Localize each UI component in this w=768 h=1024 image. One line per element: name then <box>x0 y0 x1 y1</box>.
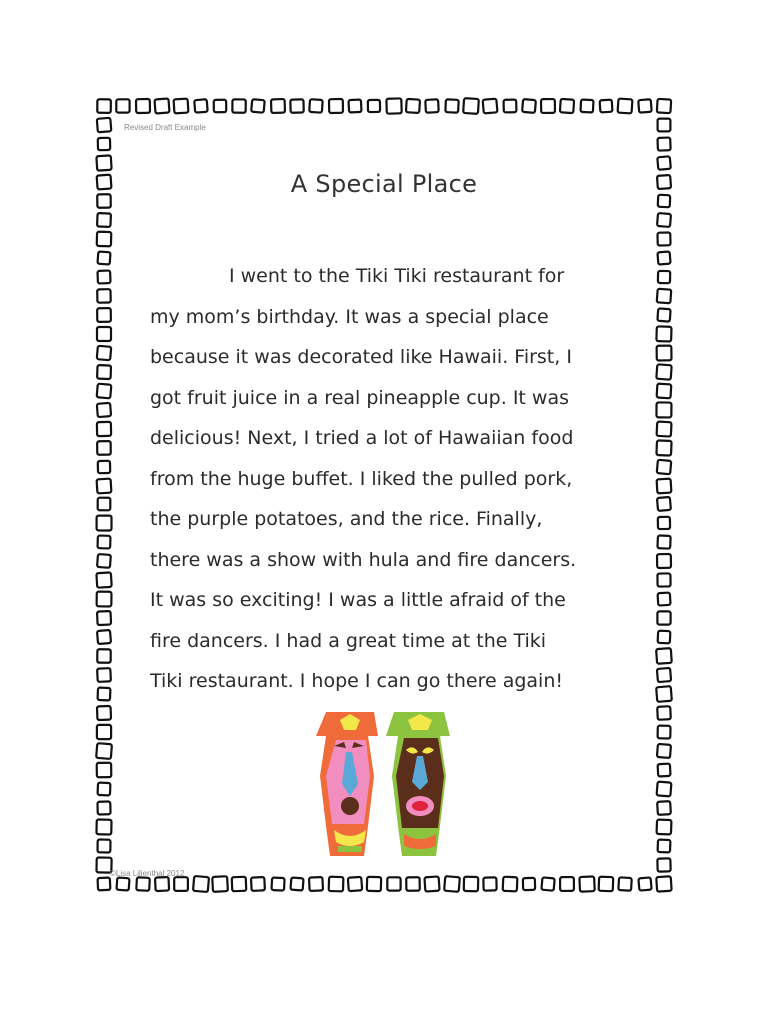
border-square <box>97 801 110 814</box>
border-square <box>657 156 671 170</box>
border-square <box>98 878 111 891</box>
border-square <box>290 877 303 890</box>
border-square <box>658 631 671 644</box>
border-square <box>657 497 671 511</box>
border-square <box>600 100 613 113</box>
border-square <box>97 403 111 417</box>
border-square <box>97 384 112 399</box>
border-square <box>97 479 112 494</box>
border-square <box>657 801 671 815</box>
border-square <box>656 326 671 341</box>
border-square <box>97 668 111 682</box>
border-square <box>117 878 130 891</box>
border-square <box>193 876 209 892</box>
border-square <box>251 99 265 113</box>
border-square <box>97 365 111 379</box>
border-square <box>504 100 517 113</box>
border-square <box>155 99 170 114</box>
border-square <box>463 98 479 114</box>
border-square <box>464 877 479 892</box>
border-square <box>657 573 670 586</box>
border-square <box>657 384 672 399</box>
border-square <box>96 743 112 759</box>
border-square <box>599 877 614 892</box>
border-square <box>424 876 439 891</box>
border-square <box>232 877 247 892</box>
border-square <box>290 99 303 112</box>
border-square <box>97 308 111 322</box>
border-square <box>657 668 671 682</box>
tiki-left-icon <box>316 712 378 856</box>
border-square <box>97 554 111 568</box>
border-square <box>541 99 555 113</box>
border-square <box>658 726 671 739</box>
border-square <box>97 232 112 247</box>
border-square <box>560 99 574 113</box>
border-square <box>97 592 112 607</box>
border-square <box>98 461 110 473</box>
border-square <box>98 536 111 549</box>
border-square <box>658 840 671 853</box>
story-line: my mom’s birthday. It was a special place <box>150 305 549 328</box>
border-square <box>658 517 670 529</box>
border-square <box>348 877 362 891</box>
border-square <box>618 877 631 890</box>
border-square <box>97 346 111 360</box>
border-square <box>309 99 323 113</box>
story-line: I went to the Tiki Tiki restaurant for <box>229 265 565 287</box>
border-square <box>657 308 670 321</box>
border-square <box>638 877 651 890</box>
border-square <box>657 99 671 113</box>
border-square <box>638 99 651 112</box>
border-square <box>445 99 458 112</box>
story-line: the purple potatoes, and the rice. Finally, <box>150 508 543 530</box>
border-square <box>483 877 496 890</box>
border-square <box>657 782 672 797</box>
border-square <box>425 99 438 112</box>
border-square <box>174 877 188 891</box>
border-square <box>656 364 671 379</box>
border-square <box>97 611 111 625</box>
border-square <box>657 251 670 264</box>
border-square <box>657 289 672 304</box>
border-square <box>97 99 111 113</box>
border-square <box>657 706 671 720</box>
border-square <box>657 744 671 758</box>
border-square <box>656 440 671 455</box>
border-square <box>657 535 670 548</box>
border-square <box>97 213 111 227</box>
border-square <box>97 441 111 455</box>
border-square <box>349 100 362 113</box>
border-square <box>541 877 554 890</box>
border-square <box>212 876 228 892</box>
border-square <box>98 783 111 796</box>
border-square <box>232 99 245 112</box>
border-square <box>657 460 671 474</box>
border-square <box>579 876 594 891</box>
story-line: because it was decorated like Hawaii. First, I <box>150 346 572 368</box>
border-square <box>657 554 671 568</box>
border-square <box>98 252 111 265</box>
border-square <box>657 232 670 245</box>
border-square <box>657 611 670 624</box>
border-square <box>657 422 672 437</box>
border-square <box>98 138 110 150</box>
border-square <box>523 878 535 890</box>
border-square <box>98 840 111 853</box>
border-square <box>272 878 285 891</box>
border-square <box>309 877 323 891</box>
border-square <box>97 706 111 720</box>
border-square <box>657 820 672 835</box>
border-square <box>251 877 265 891</box>
border-square <box>214 100 227 113</box>
border-square <box>136 877 150 891</box>
draft-label: Revised Draft Example <box>124 123 206 132</box>
border-square <box>155 877 169 891</box>
border-square <box>97 289 111 303</box>
border-square <box>503 877 518 892</box>
border-square <box>657 213 671 227</box>
border-square <box>580 99 593 112</box>
border-square <box>657 858 670 871</box>
border-square <box>656 876 671 891</box>
border-square <box>97 118 112 133</box>
border-square <box>368 100 380 112</box>
border-square <box>522 99 536 113</box>
border-square <box>96 572 111 587</box>
border-square <box>96 155 111 170</box>
border-square <box>657 346 672 361</box>
border-square <box>560 877 574 891</box>
border-square <box>406 877 420 891</box>
tiki-masks-icon <box>316 706 452 858</box>
border-square <box>329 99 343 113</box>
story-line: Tiki restaurant. I hope I can go there again! <box>150 670 563 692</box>
border-square <box>658 271 670 283</box>
border-square <box>174 99 189 114</box>
border-square <box>483 99 498 114</box>
story-line: from the huge buffet. I liked the pulled pork, <box>150 467 573 490</box>
border-square <box>98 688 111 701</box>
border-square <box>98 498 111 511</box>
border-square <box>367 877 381 891</box>
border-square <box>329 877 344 892</box>
border-square <box>97 630 111 644</box>
border-square <box>444 876 460 892</box>
border-square <box>618 99 633 114</box>
border-square <box>96 819 111 834</box>
story-paragraph <box>150 256 630 702</box>
copyright-label: ©Lisa Lilienthal 2012 <box>110 869 185 878</box>
story-line: there was a show with hula and fire dancers. <box>150 548 577 571</box>
border-square <box>386 98 401 113</box>
story-line: It was so exciting! I was a little afraid of the <box>150 589 566 611</box>
border-square <box>97 649 111 663</box>
border-square <box>656 686 672 702</box>
page-title: A Special Place <box>290 170 478 198</box>
border-square <box>658 764 671 777</box>
border-square <box>97 270 110 283</box>
border-square <box>406 99 420 113</box>
story-line: delicious! Next, I tried a lot of Hawaiian food <box>150 427 574 449</box>
border-square <box>271 99 285 113</box>
border-square <box>656 402 671 417</box>
border-square <box>657 479 672 494</box>
border-square <box>387 877 400 890</box>
border-square <box>97 725 111 739</box>
story-line: got fruit juice in a real pineapple cup. It was <box>150 386 569 409</box>
tiki-right-icon <box>386 712 450 856</box>
border-square <box>97 763 112 778</box>
border-square <box>136 99 150 113</box>
border-square <box>97 516 112 531</box>
border-square <box>658 119 671 132</box>
border-square <box>97 422 111 436</box>
border-square <box>194 99 207 112</box>
border-square <box>658 593 671 606</box>
border-square <box>656 648 672 664</box>
border-square <box>657 137 670 150</box>
story-line: fire dancers. I had a great time at the Tiki <box>150 629 547 652</box>
border-square <box>116 99 129 112</box>
border-square <box>97 327 111 341</box>
